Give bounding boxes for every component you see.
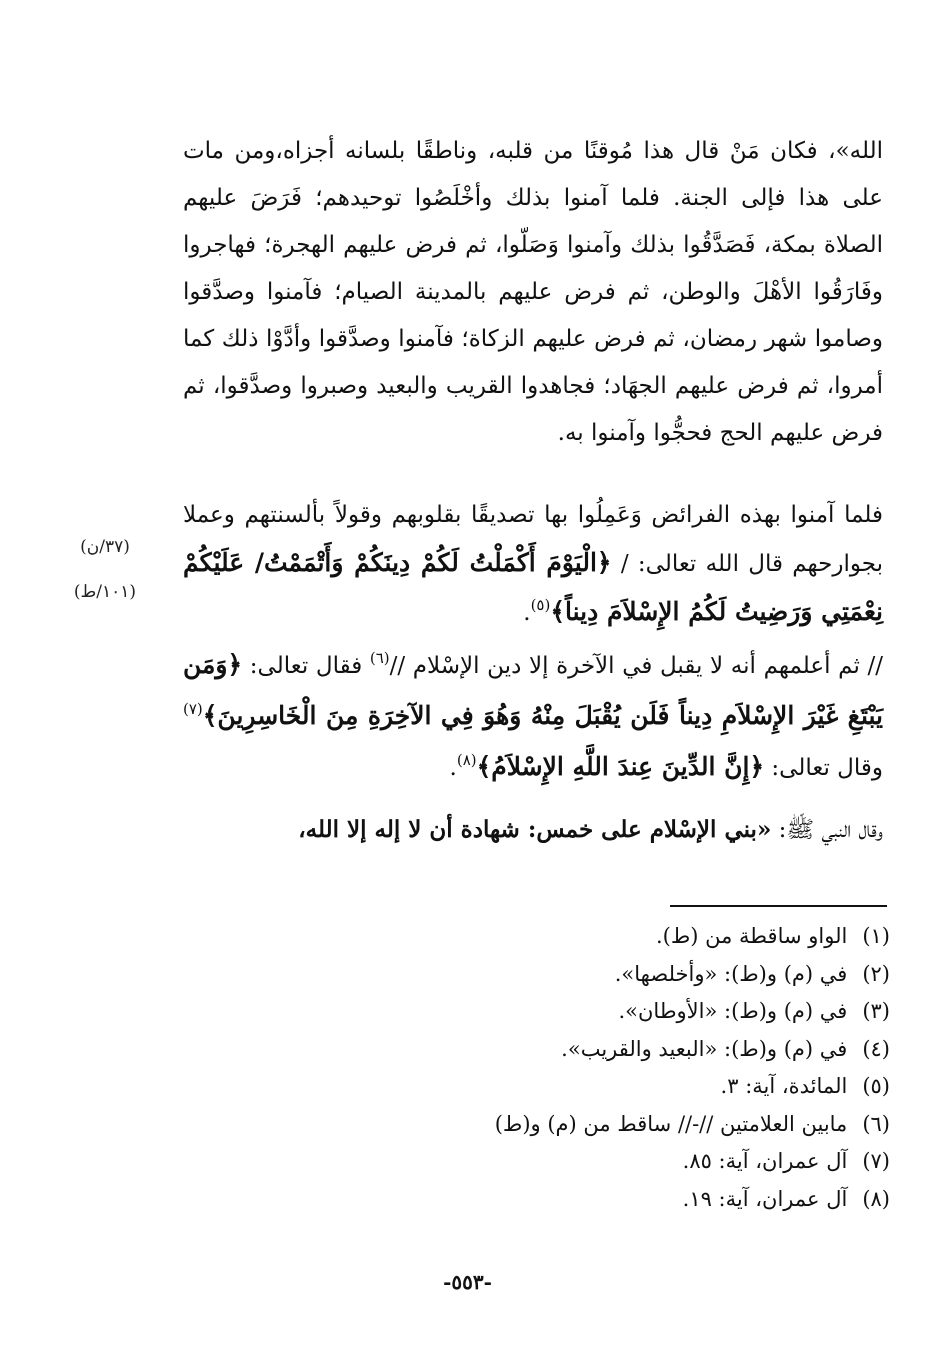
footnote-number: (٦) — [862, 1111, 890, 1136]
footnote-item — [370, 1181, 890, 1219]
footnotes-list — [370, 918, 890, 1218]
footnote-number: (٧) — [862, 1149, 890, 1173]
footnote-marker-6: (٦) — [369, 649, 390, 667]
body-paragraph-4 — [183, 806, 883, 854]
margin-note-manuscript-n: (٣٧/ن) — [80, 537, 130, 557]
footnote-text: في (م) و(ط): «وأخلصها». — [614, 961, 848, 986]
footnote-text: في (م) و(ط): «الأوطان». — [618, 999, 848, 1023]
footnote-item — [370, 918, 890, 956]
footnote-text: آل عمران، آية: ٨٥. — [682, 1149, 848, 1173]
footnote-text: الواو ساقطة من (ط). — [655, 924, 848, 948]
body-paragraph-2: فلما آمنوا بهذه الفرائض وَعَمِلُوا بها تصديقًا بقلوبهم وقولاً بألسنتهم وعملا بجوارحهم قال الله تعالى: / ﴿الْيَوْمَ أَكْمَلْتُ لَكُمْ دِينَكُمْ وَأَتْمَمْتُ/ عَلَيْكُمْ نِعْمَتِي وَرَضِيتُ لَكُمُ الإِسْلاَمَ دِيناً﴾$^{(٥)}$. — [183, 502, 883, 626]
quran-verse-al-imran-85: ﴿وَمَن يَبْتَغِ غَيْرَ الإِسْلاَمِ دِيناً فَلَن يُقْبَلَ مِنْهُ وَهُوَ فِي الآخِرَةِ مِنَ الْخَاسِرِينَ﴾ — [183, 650, 883, 730]
footnote-marker-8: (٨) — [456, 751, 477, 769]
footnote-text: المائدة، آية: ٣. — [720, 1074, 848, 1098]
footnote-item — [370, 1031, 890, 1069]
body-paragraph-1 — [183, 128, 883, 457]
footnote-number: (٣) — [862, 999, 890, 1023]
body-paragraph-3: // ثم أعلمهم أنه لا يقبل في الآخرة إلا دين الإسْلام //$^{(٦)}$ فقال تعالى: ﴿وَمَن يَبْتَغِ غَيْرَ الإِسْلاَمِ دِيناً فَلَن يُقْبَلَ مِنْهُ وَهُوَ فِي الآخِرَةِ مِنَ الْخَاسِرِينَ﴾$^{(٧)}$ وقال تعالى: ﴿إِنَّ الدِّينَ عِندَ اللَّهِ الإِسْلاَمُ﴾$^{(٨)}$. — [183, 649, 883, 781]
footnote-item — [370, 1106, 890, 1144]
footnote-number: (٨) — [862, 1186, 890, 1211]
quran-verse-al-imran-19: ﴿إِنَّ الدِّينَ عِندَ اللَّهِ الإِسْلاَمُ﴾ — [476, 752, 765, 781]
paragraph-1-text: الله»، فكان مَنْ قال هذا مُوقنًا من قلبه، وناطقًا بلسانه أجزاه،ومن مات على هذا فإلى الجنة. فلما آمنوا بذلك وأخْلَصُوا توحيدهم؛ فَرَضَ عليهم الصلاة بمكة، فَصَدَّقُوا بذلك وآمنوا وَصَلّوا، ثم فرض عليهم الهجرة؛ فهاجروا وفَارَقُوا الأهْلَ والوطن، ثم فرض عليهم بالمدينة الصيام؛ فآمنوا وصدَّقوا وصاموا شهر رمضان، ثم فرض عليهم الزكاة؛ فآمنوا وصدَّقوا وأدَّوْا ذلك كما أمروا، ثم فرض عليهم الجهَاد؛ فجاهدوا القريب والبعيد وصبروا وصدَّقوا، ثم فرض عليهم الحج فحجُّوا وآمنوا به. — [183, 138, 883, 446]
footnote-item — [370, 1143, 890, 1181]
page-number: -٥٥٣- — [443, 1270, 492, 1294]
hadith-text: «بني الإسْلام على خمس: شهادة أن لا إله إلا الله، — [298, 816, 772, 843]
quran-verse-maidah: ﴿الْيَوْمَ أَكْمَلْتُ لَكُمْ دِينَكُمْ وَأَتْمَمْتُ/ عَلَيْكُمْ نِعْمَتِي وَرَضِيتُ لَكُمُ الإِسْلاَمَ دِيناً﴾ — [183, 548, 883, 626]
paragraph-4-intro: وقال النبي ﷺ: — [778, 817, 883, 843]
paragraph-3-and-said: وقال تعالى: — [771, 755, 883, 781]
footnote-text: مابين العلامتين //-// ساقط من (م) و(ط) — [494, 1111, 848, 1136]
footnote-item — [370, 956, 890, 994]
footnote-marker-7: (٧) — [183, 700, 203, 718]
footnote-number: (٢) — [862, 961, 890, 986]
footnote-item — [370, 993, 890, 1031]
footnote-text: آل عمران، آية: ١٩. — [682, 1186, 848, 1211]
paragraph-2-intro: فلما آمنوا بهذه الفرائض وَعَمِلُوا بها تصديقًا بقلوبهم وقولاً بألسنتهم وعملا بجوارحهم قال الله تعالى: / — [183, 502, 883, 577]
paragraph-3-intro: // ثم أعلمهم أنه لا يقبل في الآخرة إلا دين الإسْلام // — [389, 653, 883, 679]
footnote-marker-5: (٥) — [530, 596, 551, 614]
margin-note-manuscript-t: (١٠١/ط) — [73, 582, 137, 602]
footnote-item — [370, 1068, 890, 1106]
footnote-number: (١) — [862, 924, 890, 948]
footnote-separator — [670, 905, 887, 907]
footnote-number: (٥) — [862, 1074, 890, 1098]
paragraph-3-say: فقال تعالى: — [249, 653, 363, 679]
footnote-text: في (م) و(ط): «البعيد والقريب». — [561, 1036, 848, 1061]
footnote-number: (٤) — [862, 1036, 890, 1061]
